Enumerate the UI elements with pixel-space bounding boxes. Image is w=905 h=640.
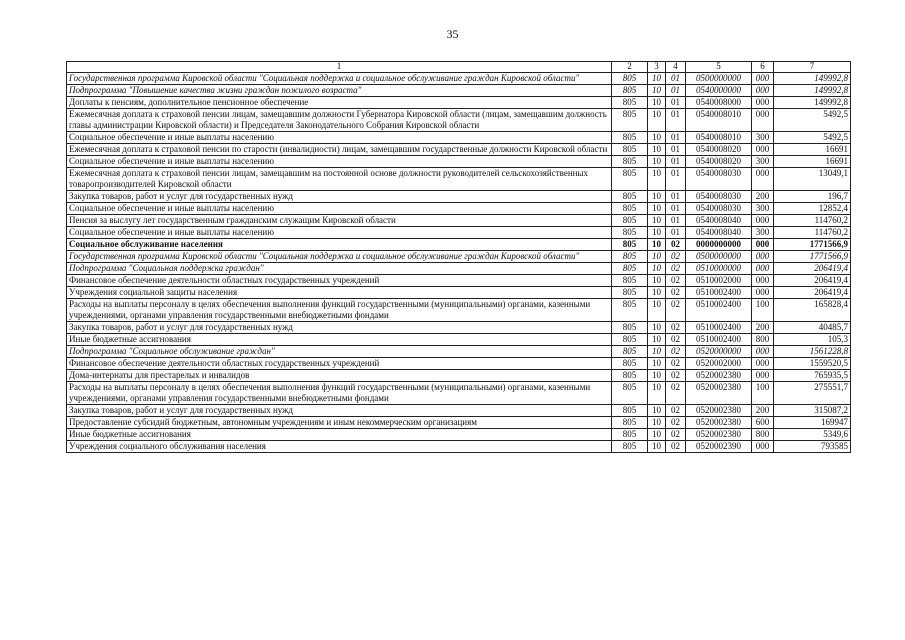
- table-row: [67, 251, 851, 263]
- table-row: [67, 109, 851, 132]
- amount-cell: 149992,8: [774, 97, 851, 109]
- row-name-cell: Ежемесячная доплата к страховой пенсии по старости (инвалидности) лицам, замещавшим государственные должности Кировской области: [67, 144, 612, 156]
- section-code-cell: 10: [648, 382, 666, 405]
- section-code-cell: 10: [648, 334, 666, 346]
- target-article-cell: 0540008030: [686, 191, 752, 203]
- section-code-cell: 10: [648, 358, 666, 370]
- amount-cell: 105,3: [774, 334, 851, 346]
- row-name-cell: Подпрограмма "Социальное обслуживание граждан": [67, 346, 612, 358]
- amount-cell: 206419,4: [774, 263, 851, 275]
- ministry-code-cell: 805: [612, 263, 648, 275]
- expense-type-cell: 800: [752, 429, 774, 441]
- target-article-cell: 0500000000: [686, 73, 752, 85]
- expense-type-cell: 300: [752, 203, 774, 215]
- table-row: [67, 144, 851, 156]
- amount-cell: 165828,4: [774, 299, 851, 322]
- target-article-cell: 0540008000: [686, 97, 752, 109]
- subsection-code-cell: 02: [666, 239, 686, 251]
- subsection-code-cell: 01: [666, 191, 686, 203]
- section-code-cell: 10: [648, 346, 666, 358]
- ministry-code-cell: 805: [612, 299, 648, 322]
- ministry-code-cell: 805: [612, 73, 648, 85]
- section-code-cell: 10: [648, 191, 666, 203]
- ministry-code-cell: 805: [612, 287, 648, 299]
- section-code-cell: 10: [648, 370, 666, 382]
- expense-type-cell: 000: [752, 239, 774, 251]
- ministry-code-cell: 805: [612, 203, 648, 215]
- section-code-cell: 10: [648, 144, 666, 156]
- amount-cell: 114760,2: [774, 215, 851, 227]
- expense-type-cell: 000: [752, 275, 774, 287]
- row-name-cell: Социальное обеспечение и иные выплаты населению: [67, 203, 612, 215]
- table-row: [67, 73, 851, 85]
- ministry-code-cell: 805: [612, 334, 648, 346]
- table-row: [67, 370, 851, 382]
- target-article-cell: 0540008010: [686, 109, 752, 132]
- subsection-code-cell: 01: [666, 132, 686, 144]
- expense-type-cell: 100: [752, 299, 774, 322]
- target-article-cell: 0510002400: [686, 322, 752, 334]
- expense-type-cell: 000: [752, 73, 774, 85]
- subsection-code-cell: 01: [666, 168, 686, 191]
- column-header: 1: [67, 62, 612, 73]
- target-article-cell: 0510002000: [686, 275, 752, 287]
- section-code-cell: 10: [648, 441, 666, 453]
- ministry-code-cell: 805: [612, 85, 648, 97]
- amount-cell: 1561228,8: [774, 346, 851, 358]
- subsection-code-cell: 02: [666, 429, 686, 441]
- subsection-code-cell: 02: [666, 382, 686, 405]
- ministry-code-cell: 805: [612, 239, 648, 251]
- section-code-cell: 10: [648, 322, 666, 334]
- ministry-code-cell: 805: [612, 405, 648, 417]
- table-row: [67, 322, 851, 334]
- subsection-code-cell: 02: [666, 275, 686, 287]
- amount-cell: 315087,2: [774, 405, 851, 417]
- section-code-cell: 10: [648, 299, 666, 322]
- expense-type-cell: 000: [752, 97, 774, 109]
- subsection-code-cell: 01: [666, 73, 686, 85]
- table-row: [67, 358, 851, 370]
- row-name-cell: Финансовое обеспечение деятельности областных государственных учреждений: [67, 358, 612, 370]
- amount-cell: 1771566,9: [774, 239, 851, 251]
- row-name-cell: Предоставление субсидий бюджетным, автономным учреждениям и иным некоммерческим организациям: [67, 417, 612, 429]
- row-name-cell: Социальное обеспечение и иные выплаты населению: [67, 227, 612, 239]
- column-header: 2: [612, 62, 648, 73]
- target-article-cell: 0520002000: [686, 358, 752, 370]
- amount-cell: 206419,4: [774, 275, 851, 287]
- subsection-code-cell: 02: [666, 358, 686, 370]
- amount-cell: 16691: [774, 156, 851, 168]
- table-row: [67, 215, 851, 227]
- amount-cell: 169947: [774, 417, 851, 429]
- target-article-cell: 0520002390: [686, 441, 752, 453]
- expense-type-cell: 000: [752, 370, 774, 382]
- section-code-cell: 10: [648, 275, 666, 287]
- amount-cell: 12852,4: [774, 203, 851, 215]
- ministry-code-cell: 805: [612, 109, 648, 132]
- ministry-code-cell: 805: [612, 97, 648, 109]
- target-article-cell: 0540008040: [686, 227, 752, 239]
- section-code-cell: 10: [648, 156, 666, 168]
- section-code-cell: 10: [648, 168, 666, 191]
- expense-type-cell: 000: [752, 287, 774, 299]
- row-name-cell: Ежемесячная доплата к страховой пенсии лицам, замещавшим должности Губернатора Кировской области (лицам, замещавшим должность главы администрации Кировской области) и Председателя Законодательного Собрания Кировской области: [67, 109, 612, 132]
- subsection-code-cell: 01: [666, 85, 686, 97]
- subsection-code-cell: 01: [666, 144, 686, 156]
- row-name-cell: Закупка товаров, работ и услуг для государственных нужд: [67, 322, 612, 334]
- table-row: [67, 441, 851, 453]
- target-article-cell: 0520002380: [686, 370, 752, 382]
- subsection-code-cell: 02: [666, 405, 686, 417]
- amount-cell: 5349,6: [774, 429, 851, 441]
- row-name-cell: Финансовое обеспечение деятельности областных государственных учреждений: [67, 275, 612, 287]
- target-article-cell: 0520002380: [686, 382, 752, 405]
- expense-type-cell: 000: [752, 346, 774, 358]
- target-article-cell: 0000000000: [686, 239, 752, 251]
- row-name-cell: Подпрограмма "Социальная поддержка граждан": [67, 263, 612, 275]
- subsection-code-cell: 02: [666, 441, 686, 453]
- amount-cell: 765935,5: [774, 370, 851, 382]
- expense-type-cell: 000: [752, 358, 774, 370]
- expense-type-cell: 300: [752, 227, 774, 239]
- subsection-code-cell: 01: [666, 215, 686, 227]
- column-header: 7: [774, 62, 851, 73]
- target-article-cell: 0540008040: [686, 215, 752, 227]
- ministry-code-cell: 805: [612, 358, 648, 370]
- row-name-cell: Ежемесячная доплата к страховой пенсии лицам, замещавшим на постоянной основе должности руководителей сельскохозяйственных товаропроизводителей Кировской области: [67, 168, 612, 191]
- amount-cell: 114760,2: [774, 227, 851, 239]
- table-row: [67, 203, 851, 215]
- row-name-cell: Иные бюджетные ассигнования: [67, 429, 612, 441]
- target-article-cell: 0510000000: [686, 263, 752, 275]
- section-code-cell: 10: [648, 239, 666, 251]
- target-article-cell: 0510002400: [686, 287, 752, 299]
- section-code-cell: 10: [648, 429, 666, 441]
- row-name-cell: Расходы на выплаты персоналу в целях обеспечения выполнения функций государственными (муниципальными) органами, казенными учреждениями, органами управления государственными внебюджетными фондами: [67, 299, 612, 322]
- subsection-code-cell: 01: [666, 97, 686, 109]
- expense-type-cell: 000: [752, 215, 774, 227]
- ministry-code-cell: 805: [612, 441, 648, 453]
- row-name-cell: Иные бюджетные ассигнования: [67, 334, 612, 346]
- amount-cell: 5492,5: [774, 109, 851, 132]
- table-row: [67, 429, 851, 441]
- section-code-cell: 10: [648, 132, 666, 144]
- table-row: [67, 168, 851, 191]
- ministry-code-cell: 805: [612, 382, 648, 405]
- subsection-code-cell: 02: [666, 334, 686, 346]
- target-article-cell: 0510002400: [686, 334, 752, 346]
- subsection-code-cell: 02: [666, 370, 686, 382]
- target-article-cell: 0540008010: [686, 132, 752, 144]
- amount-cell: 206419,4: [774, 287, 851, 299]
- target-article-cell: 0540008020: [686, 144, 752, 156]
- expense-type-cell: 000: [752, 441, 774, 453]
- expense-type-cell: 000: [752, 168, 774, 191]
- section-code-cell: 10: [648, 417, 666, 429]
- amount-cell: 275551,7: [774, 382, 851, 405]
- table-row: [67, 275, 851, 287]
- expense-type-cell: 200: [752, 191, 774, 203]
- section-code-cell: 10: [648, 405, 666, 417]
- expense-type-cell: 000: [752, 251, 774, 263]
- target-article-cell: 0520002380: [686, 405, 752, 417]
- ministry-code-cell: 805: [612, 191, 648, 203]
- table-row: [67, 156, 851, 168]
- expense-type-cell: 800: [752, 334, 774, 346]
- ministry-code-cell: 805: [612, 322, 648, 334]
- subsection-code-cell: 01: [666, 109, 686, 132]
- table-row: [67, 85, 851, 97]
- table-row: [67, 299, 851, 322]
- expense-type-cell: 000: [752, 263, 774, 275]
- section-code-cell: 10: [648, 109, 666, 132]
- table-row: [67, 191, 851, 203]
- section-code-cell: 10: [648, 263, 666, 275]
- expense-type-cell: 000: [752, 144, 774, 156]
- budget-table: [66, 61, 851, 453]
- table-row: [67, 97, 851, 109]
- table-row: [67, 227, 851, 239]
- row-name-cell: Социальное обслуживание населения: [67, 239, 612, 251]
- table-body: [67, 73, 851, 453]
- ministry-code-cell: 805: [612, 215, 648, 227]
- table-row: [67, 405, 851, 417]
- section-code-cell: 10: [648, 227, 666, 239]
- column-header: 6: [752, 62, 774, 73]
- expense-type-cell: 000: [752, 85, 774, 97]
- table-row: [67, 287, 851, 299]
- section-code-cell: 10: [648, 251, 666, 263]
- column-header: 4: [666, 62, 686, 73]
- amount-cell: 1771566,9: [774, 251, 851, 263]
- subsection-code-cell: 01: [666, 203, 686, 215]
- ministry-code-cell: 805: [612, 370, 648, 382]
- row-name-cell: Подпрограмма "Повышение качества жизни граждан пожилого возраста": [67, 85, 612, 97]
- target-article-cell: 0520000000: [686, 346, 752, 358]
- subsection-code-cell: 02: [666, 251, 686, 263]
- amount-cell: 1559520,5: [774, 358, 851, 370]
- column-header: 3: [648, 62, 666, 73]
- section-code-cell: 10: [648, 73, 666, 85]
- row-name-cell: Социальное обеспечение и иные выплаты населению: [67, 156, 612, 168]
- target-article-cell: 0540008030: [686, 168, 752, 191]
- target-article-cell: 0540000000: [686, 85, 752, 97]
- amount-cell: 16691: [774, 144, 851, 156]
- target-article-cell: 0510002400: [686, 299, 752, 322]
- row-name-cell: Расходы на выплаты персоналу в целях обеспечения выполнения функций государственными (муниципальными) органами, казенными учреждениями, органами управления государственными внебюджетными фондами: [67, 382, 612, 405]
- row-name-cell: Социальное обеспечение и иные выплаты населению: [67, 132, 612, 144]
- row-name-cell: Учреждения социальной защиты населения: [67, 287, 612, 299]
- expense-type-cell: 300: [752, 132, 774, 144]
- table-row: [67, 417, 851, 429]
- row-name-cell: Государственная программа Кировской области "Социальная поддержка и социальное обслуживание граждан Кировской области": [67, 73, 612, 85]
- expense-type-cell: 300: [752, 156, 774, 168]
- table-row: [67, 346, 851, 358]
- amount-cell: 13049,1: [774, 168, 851, 191]
- subsection-code-cell: 02: [666, 263, 686, 275]
- subsection-code-cell: 02: [666, 417, 686, 429]
- target-article-cell: 0520002380: [686, 429, 752, 441]
- section-code-cell: 10: [648, 97, 666, 109]
- table-header-row: [67, 62, 851, 73]
- ministry-code-cell: 805: [612, 227, 648, 239]
- subsection-code-cell: 02: [666, 299, 686, 322]
- target-article-cell: 0540008020: [686, 156, 752, 168]
- ministry-code-cell: 805: [612, 168, 648, 191]
- amount-cell: 5492,5: [774, 132, 851, 144]
- amount-cell: 149992,8: [774, 73, 851, 85]
- row-name-cell: Пенсия за выслугу лет государственным гражданским служащим Кировской области: [67, 215, 612, 227]
- subsection-code-cell: 02: [666, 346, 686, 358]
- row-name-cell: Закупка товаров, работ и услуг для государственных нужд: [67, 191, 612, 203]
- row-name-cell: Дома-интернаты для престарелых и инвалидов: [67, 370, 612, 382]
- ministry-code-cell: 805: [612, 429, 648, 441]
- expense-type-cell: 200: [752, 322, 774, 334]
- page-number: 35: [446, 27, 459, 41]
- ministry-code-cell: 805: [612, 275, 648, 287]
- row-name-cell: Доплаты к пенсиям, дополнительное пенсионное обеспечение: [67, 97, 612, 109]
- target-article-cell: 0500000000: [686, 251, 752, 263]
- expense-type-cell: 100: [752, 382, 774, 405]
- ministry-code-cell: 805: [612, 132, 648, 144]
- subsection-code-cell: 02: [666, 322, 686, 334]
- subsection-code-cell: 01: [666, 156, 686, 168]
- ministry-code-cell: 805: [612, 156, 648, 168]
- table-row: [67, 382, 851, 405]
- ministry-code-cell: 805: [612, 251, 648, 263]
- expense-type-cell: 200: [752, 405, 774, 417]
- row-name-cell: Закупка товаров, работ и услуг для государственных нужд: [67, 405, 612, 417]
- table-row: [67, 263, 851, 275]
- subsection-code-cell: 02: [666, 287, 686, 299]
- ministry-code-cell: 805: [612, 417, 648, 429]
- expense-type-cell: 000: [752, 109, 774, 132]
- row-name-cell: Государственная программа Кировской области "Социальная поддержка и социальное обслуживание граждан Кировской области": [67, 251, 612, 263]
- amount-cell: 793585: [774, 441, 851, 453]
- section-code-cell: 10: [648, 287, 666, 299]
- expense-type-cell: 600: [752, 417, 774, 429]
- table-row: [67, 239, 851, 251]
- amount-cell: 40485,7: [774, 322, 851, 334]
- table-row: [67, 334, 851, 346]
- amount-cell: 149992,8: [774, 85, 851, 97]
- section-code-cell: 10: [648, 215, 666, 227]
- ministry-code-cell: 805: [612, 346, 648, 358]
- row-name-cell: Учреждения социального обслуживания населения: [67, 441, 612, 453]
- target-article-cell: 0540008030: [686, 203, 752, 215]
- section-code-cell: 10: [648, 85, 666, 97]
- amount-cell: 196,7: [774, 191, 851, 203]
- table-row: [67, 132, 851, 144]
- section-code-cell: 10: [648, 203, 666, 215]
- target-article-cell: 0520002380: [686, 417, 752, 429]
- subsection-code-cell: 01: [666, 227, 686, 239]
- ministry-code-cell: 805: [612, 144, 648, 156]
- column-header: 5: [686, 62, 752, 73]
